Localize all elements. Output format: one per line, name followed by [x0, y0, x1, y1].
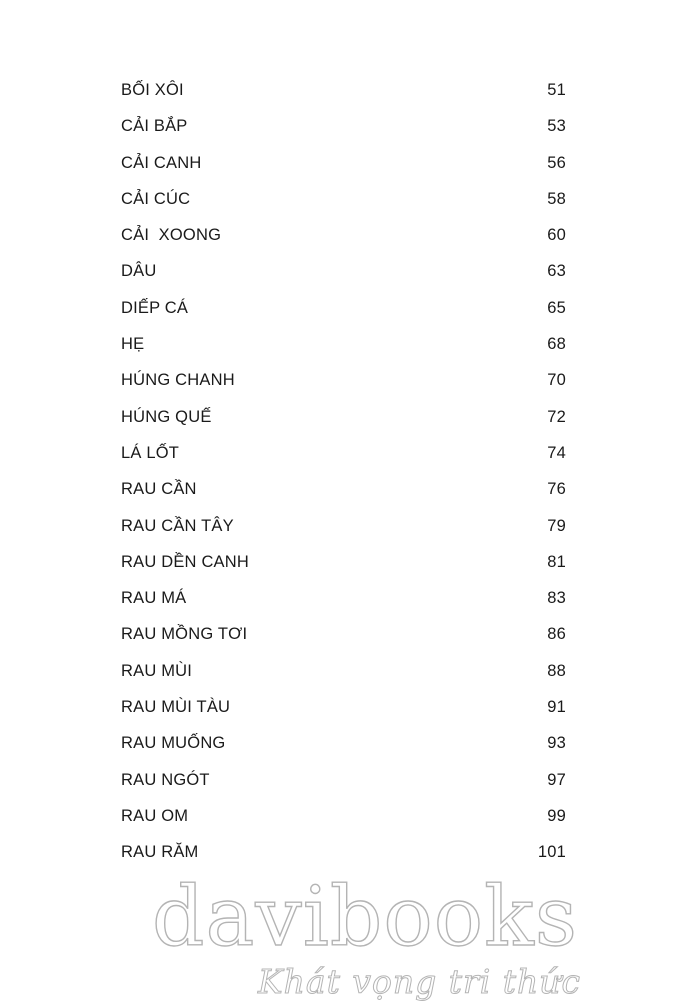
toc-entry [121, 729, 566, 765]
toc-entry-page-number: 88 [547, 661, 566, 680]
toc-entry-title: CẢI XOONG [121, 226, 222, 245]
toc-entry [121, 185, 566, 221]
toc-entry [121, 475, 566, 511]
toc-entry-page-number: 97 [547, 770, 566, 789]
toc-entry [121, 366, 566, 402]
toc-entry-title: HÚNG QUẾ [121, 407, 212, 426]
toc-entry [121, 439, 566, 475]
toc-entry-title: CẢI CÚC [121, 189, 191, 208]
toc-entry-title: CẢI CANH [121, 153, 202, 172]
toc-entry-page-number: 68 [547, 335, 566, 354]
toc-entry [121, 221, 566, 257]
toc-entry-title: BỐI XÔI [121, 81, 184, 99]
toc-entry-page-number: 101 [537, 843, 566, 862]
toc-entry-title: DIẾP CÁ [121, 298, 189, 317]
toc-entry [121, 693, 566, 729]
toc-entry [121, 657, 566, 693]
toc-entry [121, 802, 566, 838]
toc-entry-title: DÂU [121, 262, 157, 281]
toc-entry-page-number: 51 [547, 81, 566, 99]
toc-entry-title: RAU DỀN CANH [121, 552, 249, 571]
toc-entry-title: HẸ [121, 335, 145, 354]
toc-entry-title: RAU OM [121, 806, 189, 825]
toc-entry [121, 512, 566, 548]
toc-entry-title: RAU MÙI [121, 661, 193, 680]
toc-entry-page-number: 99 [547, 806, 566, 825]
toc-entry-title: RAU CẦN [121, 480, 197, 499]
toc-entry-title: RAU MÙI TÀU [121, 698, 231, 717]
toc-entry-title: HÚNG CHANH [121, 371, 235, 390]
toc-entry [121, 620, 566, 656]
toc-entry [121, 76, 566, 112]
toc-entry-title: RAU MUỐNG [121, 734, 226, 753]
toc-entry-page-number: 76 [547, 480, 566, 499]
toc-entry-title: LÁ LỐT [121, 443, 180, 462]
toc-entry-page-number: 93 [547, 734, 566, 753]
toc-entry-title: RAU MỒNG TƠI [121, 625, 248, 644]
toc-entry-page-number: 72 [547, 407, 566, 426]
watermark [0, 870, 700, 1007]
toc-entry-page-number: 63 [547, 262, 566, 281]
toc-entry [121, 766, 566, 802]
toc-entry-page-number: 58 [547, 189, 566, 208]
toc-entry-title: RAU CẦN TÂY [121, 516, 234, 535]
toc-entry-page-number: 56 [547, 153, 566, 172]
toc-entry-page-number: 79 [547, 516, 566, 535]
toc-entry-page-number: 70 [547, 371, 566, 390]
toc-entry-page-number: 65 [547, 298, 566, 317]
toc-entry-page-number: 86 [547, 625, 566, 644]
toc-entry-title: RAU MÁ [121, 589, 187, 608]
toc-entry-title: RAU RĂM [121, 843, 199, 862]
toc-entry-page-number: 60 [547, 226, 566, 245]
toc-entry-page-number: 53 [547, 117, 566, 136]
toc-entry [121, 112, 566, 148]
toc-entry [121, 257, 566, 293]
toc-entry-page-number: 91 [547, 698, 566, 717]
toc-entry [121, 330, 566, 366]
watermark-brand: davibooks [152, 870, 578, 965]
toc-entry [121, 584, 566, 620]
toc-entry-title: CẢI BẮP [121, 117, 188, 136]
toc-entry-page-number: 74 [547, 443, 566, 462]
toc-entry [121, 548, 566, 584]
toc-entry [121, 294, 566, 330]
toc-entry-page-number: 81 [547, 552, 566, 571]
toc-entry [121, 149, 566, 185]
table-of-contents [121, 76, 566, 875]
toc-entry [121, 403, 566, 439]
watermark-slogan: Khát vọng tri thức [258, 962, 582, 1001]
toc-entry-title: RAU NGÓT [121, 770, 210, 789]
toc-entry-page-number: 83 [547, 589, 566, 608]
